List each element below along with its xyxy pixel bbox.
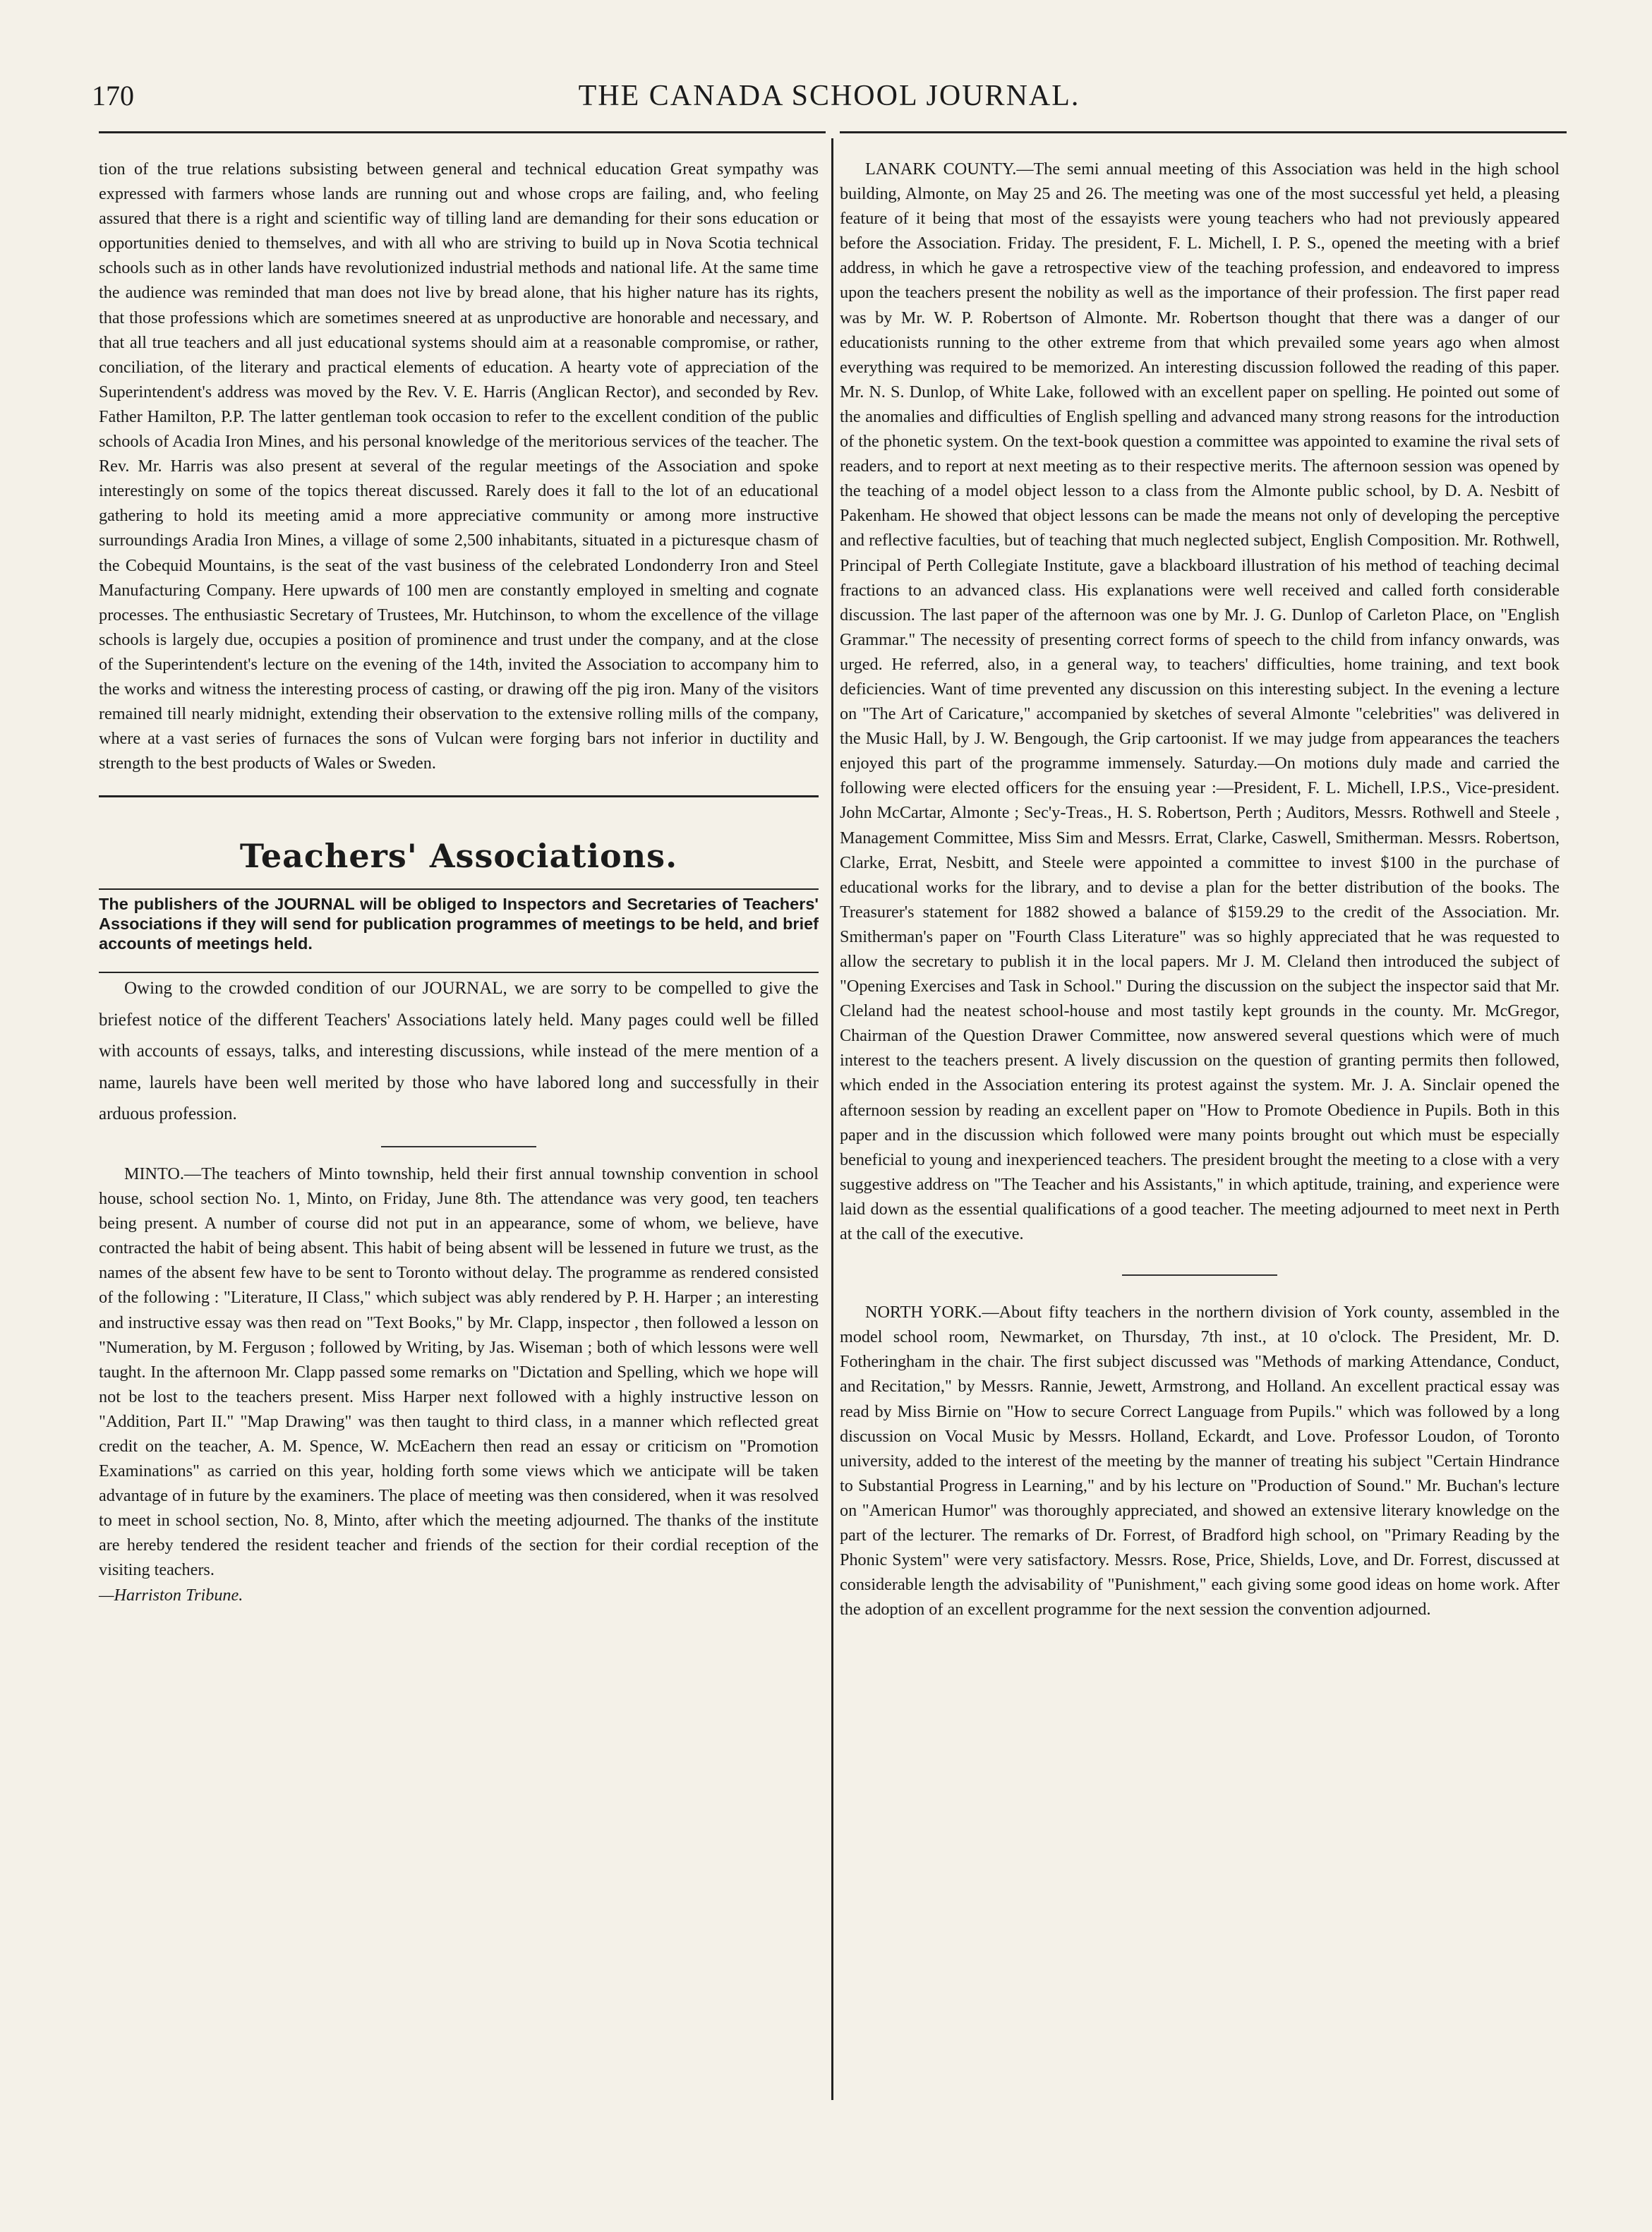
- right-column: [840, 157, 1560, 1622]
- header-rule-left: [99, 131, 826, 133]
- minto-lead: MINTO.: [124, 1164, 184, 1183]
- column-divider: [831, 138, 833, 2100]
- article-continuation: tion of the true relations subsisting between general and technical education Great sympathy was expressed with farmers whose lands are running out and whose crops are failing, and, who feeling assured that there is a right and scientific way of tilling land are demanding for their sons education or opportunities denied to themselves, and with all who are striving to build up in Nova Scotia technical schools such as in other lands have revolutionized industrial methods and national life. At the same time the audience was reminded that man does not live by bread alone, that his higher nature has its rights, that those professions which are sometimes sneered at as unproductive are honorable and necessary, and that all true teachers and all just educational systems should aim at a reasonable compromise, or rather, conciliation, of the literary and practical elements of education. A hearty vote of appreciation of the Superintendent's address was moved by the Rev. V. E. Harris (Anglican Rector), and seconded by Rev. Father Hamilton, P.P. The latter gentleman took occasion to refer to the excellent condition of the public schools of Acadia Iron Mines, and his personal knowledge of the meritorious services of the teacher. The Rev. Mr. Harris was also present at several of the regular meetings of the Association and spoke interestingly on some of the topics thereat discussed. Rarely does it fall to the lot of an educational gathering to hold its meeting amid a more appreciative community or among more instructive surroundings Aradia Iron Mines, a village of some 2,500 inhabitants, situated in a picturesque chasm of the Cobequid Mountains, is the seat of the vast business of the celebrated Londonderry Iron and Steel Manufacturing Company. Here upwards of 100 men are constantly employed in smelting and cognate processes. The enthusiastic Secretary of Trustees, Mr. Hutchinson, to whom the excellence of the village schools is largely due, occupies a position of prominence and trust under the company, and at the close of the Superintendent's lecture on the evening of the 14th, invited the Association to accompany him to the works and witness the interesting process of casting, or drawing off the pig iron. Many of the visitors remained till nearly midnight, extending their observation to the extensive rolling mills of the company, where at a vast series of furnaces the sons of Vulcan were forging bars not inferior in ductility and strength to the best products of Wales or Sweden.: [99, 159, 819, 773]
- minto-report: [99, 1162, 819, 1583]
- lanark-text: —The semi annual meeting of this Association was held in the high school building, Almonte, on May 25 and 26. The meeting was one of the most successful yet held, a pleasing feature of it being that most of the essayists were young teachers who had not previously appeared before the Association. Friday. The president, F. L. Michell, I. P. S., opened the meeting with a brief address, in which he gave a retrospective view of the teaching profession, and endeavored to impress upon the teachers present the nobility as well as the importance of their profession. The first paper read was by Mr. W. P. Robertson of Almonte. Mr. Robertson thought that there was a danger of our educationists running to the other extreme from that which prevailed some years ago when almost everything was required to be memorized. An interesting discussion followed the reading of this paper. Mr. N. S. Dunlop, of White Lake, followed with an excellent paper on spelling. He pointed out some of the anomalies and difficulties of English spelling and advanced many strong reasons for the introduction of the phonetic system. On the text-book question a committee was appointed to examine the rival sets of readers, and to report at next meeting as to their respective merits. The afternoon session was opened by the teaching of a model object lesson to a class from the Almonte public school, by D. A. Nesbitt of Pakenham. He showed that object lessons can be made the means not only of developing the perceptive and reflective faculties, but of teaching that much neglected subject, English Composition. Mr. Rothwell, Principal of Perth Collegiate Institute, gave a blackboard illustration of his method of teaching decimal fractions to an advanced class. His explanations were well received and called forth considerable discussion. The last paper of the afternoon was one by Mr. J. G. Dunlop of Carleton Place, on "English Grammar." The necessity of presenting correct forms of speech to the child from infancy onwards, was urged. He referred, also, in a general way, to teachers' difficulties, home training, and text book deficiencies. Want of time prevented any discussion on this interesting subject. In the evening a lecture on "The Art of Caricature," accompanied by sketches of several Almonte "celebrities" was delivered in the Music Hall, by J. W. Bengough, the Grip cartoonist. If we may judge from appearances the teachers enjoyed this part of the programme immensely. Saturday.—On motions duly made and carried the following were elected officers for the ensuing year :—President, F. L. Michell, I.P.S., Vice-president. John McCartar, Almonte ; Sec'y-Treas., H. S. Robertson, Perth ; Auditors, Messrs. Rothwell and Steele , Management Committee, Miss Sim and Messrs. Errat, Clarke, Caswell, Smitherman. Messrs. Robertson, Clarke, Errat, Nesbitt, and Steele were appointed a committee to invest $100 in the purchase of educational works for the library, and to devise a plan for the better distribution of the books. The Treasurer's statement for 1882 showed a balance of $159.29 to the credit of the Association. Mr. Smitherman's paper on "Fourth Class Literature" was so highly appreciated that he was requested to allow the secretary to publish it in the local papers. Mr J. M. Cleland then introduced the subject of "Opening Exercises and Task in School." During the discussion on the subject the inspector said that Mr. Cleland had the neatest school-house and most tastily kept grounds in the county. Mr. McGregor, Chairman of the Question Drawer Committee, now answered several questions which were of much interest to the teachers present. A lively discussion on the question of granting permits then followed, which ended in the Association entering its protest against the system. Mr. J. A. Sinclair opened the afternoon session by reading an excellent paper on "How to Promote Obedience in Pupils. Both in this paper and in the discussion which followed were many points brought out which must be especially beneficial to young and inexperienced teachers. The president brought the meeting to a close with a very suggestive address on "The Teacher and his Assistants," in which aptitude, training, and experience were laid down as the essential qualifications of a good teacher. The meeting adjourned to meet next in Perth at the call of the executive.: [840, 159, 1560, 1244]
- notice-rule-bottom: [99, 972, 819, 973]
- divider-rule: [381, 1146, 536, 1147]
- north-york-report: [840, 1300, 1560, 1622]
- minto-source: [99, 1583, 819, 1607]
- journal-title: THE CANADA SCHOOL JOURNAL.: [578, 80, 1080, 112]
- publishers-notice: The publishers of the JOURNAL will be obliged to Inspectors and Secretaries of Teachers' Associations if they will send for publication programmes of meetings to be held, and brief accounts of meetings held.: [99, 895, 819, 953]
- section-rule: [99, 795, 819, 797]
- page-header: [92, 79, 1567, 121]
- notice-rule-top: [99, 888, 819, 890]
- divider-rule-right: [1122, 1274, 1277, 1276]
- lanark-lead: LANARK COUNTY.: [865, 159, 1017, 179]
- north-york-text: —About fifty teachers in the northern division of York county, assembled in the model school room, Newmarket, on Thursday, 7th inst., at 10 o'clock. The President, Mr. D. Fotheringham in the chair. The first subject discussed was "Methods of marking Attendance, Conduct, and Recitation," by Messrs. Rannie, Jewett, Armstrong, and Holland. An excellent practical essay was read by Miss Birnie on "How to secure Correct Language from Pupils." which was followed by a long discussion on Vocal Music by Messrs. Holland, Eckardt, and Love. Professor Loudon, of Toronto university, added to the interest of the meeting by the manner of treating his subject "Certain Hindrance to Substantial Progress in Learning," and by his lecture on "Production of Sound." Mr. Buchan's lecture on "American Humor" was thoroughly appreciated, and showed an extensive literary knowledge on the part of the lecturer. The remarks of Dr. Forrest, of Bradford high school, on "Primary Reading by the Phonic System" were very satisfactory. Messrs. Rose, Price, Shields, Love, and Dr. Forrest, discussed at considerable length the advisability of "Punishment," each giving some good ideas on home work. After the adoption of an excellent programme for the next session the convention adjourned.: [840, 1303, 1560, 1619]
- minto-source-text: —Harriston Tribune.: [99, 1585, 243, 1605]
- page-number: 170: [92, 80, 134, 111]
- intro-paragraph: Owing to the crowded condition of our JOURNAL, we are sorry to be compelled to give the briefest notice of the different Teachers' Associations lately held. Many pages could well be filled with accounts of essays, talks, and interesting discussions, while instead of the mere mention of a name, laurels have been well merited by those who have labored long and successfully in their arduous profession.: [99, 979, 819, 1124]
- left-column: [99, 157, 819, 1607]
- section-heading: Teachers' Associations.: [239, 837, 678, 876]
- lanark-report: [840, 157, 1560, 1246]
- minto-text: —The teachers of Minto township, held their first annual township convention in school house, school section No. 1, Minto, on Friday, June 8th. The attendance was very good, ten teachers being present. A number of course did not put in an appearance, some of whom, we believe, have contracted the habit of being absent. This habit of being absent will be lessened in future we trust, as the names of the absent few have to be sent to Toronto without delay. The programme as rendered consisted of the following : "Literature, II Class," which subject was ably rendered by P. H. Harper ; an interesting and instructive essay was then read on "Text Books," by Mr. Clapp, inspector , then followed a lesson on "Numeration, by M. Ferguson ; followed by Writing, by Jas. Wiseman ; both of which lessons were well taught. In the afternoon Mr. Clapp passed some remarks on "Dictation and Spelling, which we hope will not be lost to the teachers present. Miss Harper next followed with a highly instructive lesson on "Addition, Part II." "Map Drawing" was then taught to third class, in a manner which reflected great credit on the teacher, A. M. Spence, W. McEachern then read an essay or criticism on "Promotion Examinations" as carried on this year, holding forth some views which we anticipate will be taken advantage of in future by the examiners. The place of meeting was then considered, when it was resolved to meet in school section, No. 8, Minto, after which the meeting adjourned. The thanks of the institute are hereby tendered the resident teacher and friends of the section for their cordial reception of the visiting teachers.: [99, 1164, 819, 1580]
- header-rule-right: [840, 131, 1567, 133]
- north-york-lead: NORTH YORK.: [865, 1303, 982, 1322]
